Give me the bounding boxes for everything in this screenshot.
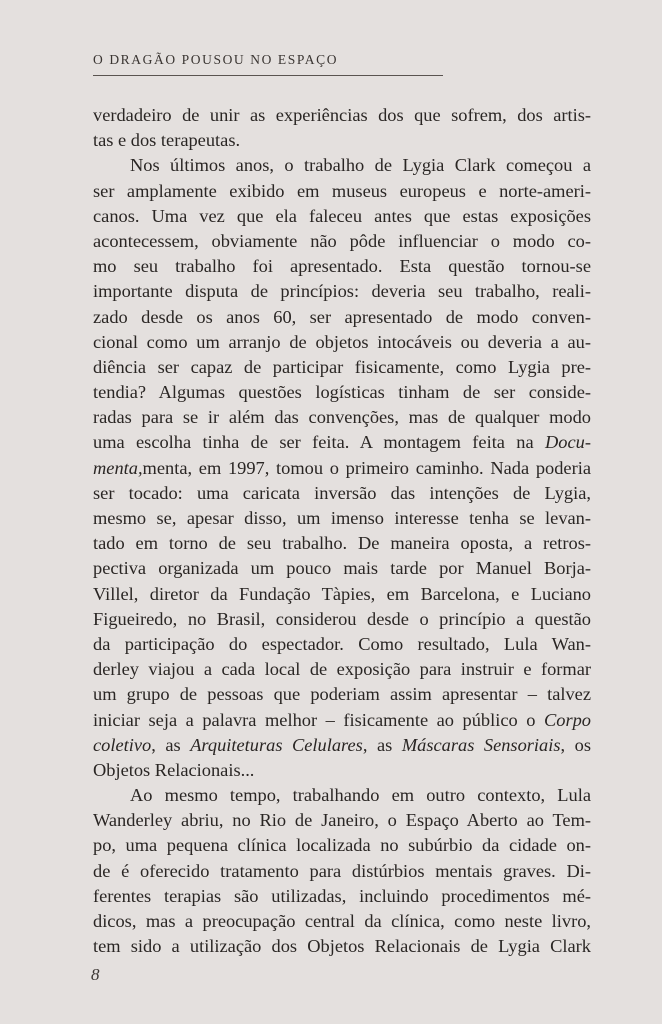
text-run: , as [362, 734, 402, 755]
text-line: ser tocado: uma caricata inversão das intenções de Lygia, [93, 482, 591, 503]
italic-title: menta, [93, 457, 143, 478]
italic-title: Máscaras Sensoriais [401, 734, 561, 755]
text-line: canos. Uma vez que ela faleceu antes que estas exposições [93, 205, 591, 226]
running-head: O DRAGÃO POUSOU NO ESPAÇO [93, 52, 339, 67]
text-run: , as [151, 734, 191, 755]
text-line: tem sido a utilização dos Objetos Relacionais de Lygia Clark [93, 936, 591, 957]
text-line [93, 430, 591, 455]
text-line: Wanderley abriu, no Rio de Janeiro, o Espaço Aberto ao Tem- [93, 810, 591, 831]
italic-title: Arquiteturas Celulares [190, 734, 363, 755]
text-line: um grupo de pessoas que poderiam assim apresentar – talvez [93, 684, 591, 705]
text-line: derley viajou a cada local de exposição para instruir e formar [93, 659, 591, 680]
text-line: mo seu trabalho foi apresentado. Esta questão tornou-se [93, 256, 591, 277]
text-line: diência ser capaz de participar fisicamente, como Lygia pre- [93, 356, 591, 377]
italic-title: coletivo [93, 734, 152, 755]
text-line: importante disputa de princípios: deveria seu trabalho, reali- [93, 281, 591, 302]
text-run: , os [560, 734, 591, 755]
text-line: de é oferecido tratamento para distúrbios mentais graves. Di- [93, 860, 591, 881]
text-run: iniciar seja a palavra melhor – fisicamente ao público o [93, 709, 544, 730]
text-line: ser amplamente exibido em museus europeus e norte-ameri- [93, 180, 591, 201]
text-line: dicos, mas a preocupação central da clínica, como neste livro, [93, 911, 591, 931]
text-line: tendia? Algumas questões logísticas tinham de ser conside- [93, 382, 591, 403]
text-line: Figueiredo, no Brasil, considerou desde o princípio a questão [93, 608, 591, 629]
text-line: pectiva organizada um pouco mais tarde por Manuel Borja- [93, 558, 591, 579]
text-line: tas e dos terapeutas. [93, 130, 241, 151]
text-line: po, uma pequena clínica localizada no subúrbio da cidade on- [93, 835, 591, 856]
text-line: Nos últimos anos, o trabalho de Lygia Clark começou a [130, 155, 591, 176]
text-line: tado em torno de seu trabalho. De maneira oposta, a retros- [93, 533, 591, 554]
text-run: menta, em 1997, tomou o primeiro caminho. Nada poderia [142, 457, 591, 478]
text-line: Villel, diretor da Fundação Tàpies, em Barcelona, e Luciano [93, 583, 591, 604]
text-line: cional como um arranjo de objetos intocáveis ou deveria a au- [93, 331, 591, 352]
text-line [93, 456, 591, 481]
page-number: 8 [91, 965, 100, 984]
body-text [93, 103, 591, 959]
text-line: da participação do espectador. Como resultado, Lula Wan- [93, 633, 591, 654]
text-run: uma escolha tinha de ser feita. A montagem feita na [93, 432, 546, 453]
text-line: Objetos Relacionais... [93, 759, 255, 780]
text-line: verdadeiro de unir as experiências dos que sofrem, dos artis- [93, 105, 591, 125]
text-line: radas para se ir além das convenções, mas de qualquer modo [93, 407, 591, 428]
text-line [93, 708, 591, 733]
text-line: mesmo se, apesar disso, um imenso interesse tenha se levan- [93, 508, 591, 528]
italic-title: Docu- [545, 432, 591, 453]
header-rule [93, 75, 443, 76]
text-line: Ao mesmo tempo, trabalhando em outro contexto, Lula [130, 785, 591, 806]
text-line: acontecessem, obviamente não pôde influenciar o modo co- [93, 230, 591, 251]
text-line [93, 733, 591, 758]
text-line: zado desde os anos 60, ser apresentado de modo conven- [93, 306, 591, 327]
italic-title: Corpo [543, 709, 591, 730]
text-line: ferentes terapias são utilizadas, incluindo procedimentos mé- [93, 885, 591, 906]
